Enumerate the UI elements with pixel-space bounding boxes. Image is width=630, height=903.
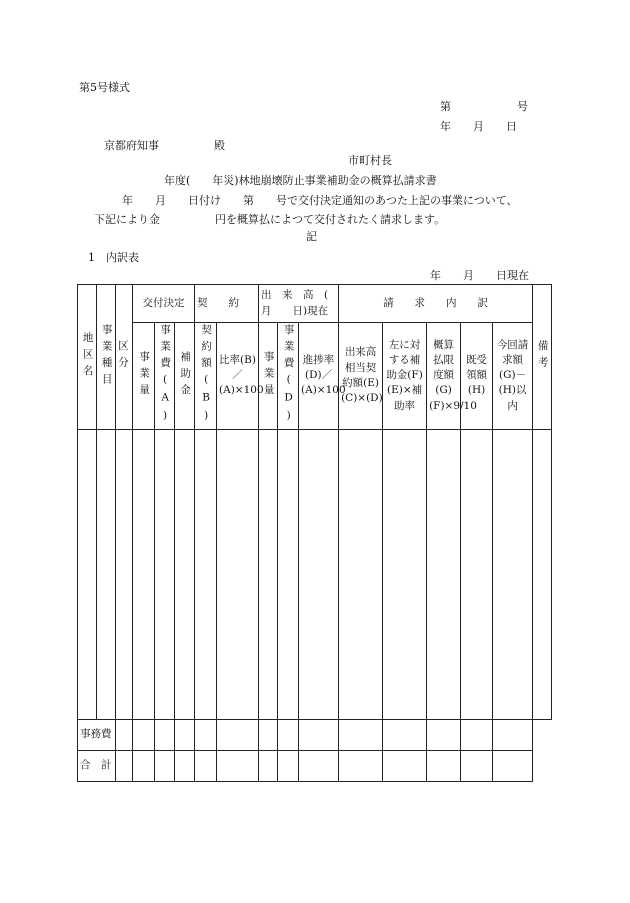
header-progress: 出 来 高 ( 月 日)現在: [259, 285, 339, 323]
row-label-total: 合 計: [78, 750, 116, 781]
header-already-received: 既受領額(H): [461, 323, 493, 430]
addressee: 京都府知事 殿: [104, 139, 225, 152]
row-label-jimuhi: 事務費: [78, 719, 116, 750]
header-project-type: 事業種目: [97, 285, 116, 430]
header-jigyohi-a: 事業費(A): [155, 323, 175, 430]
body-text-line-1: 年 月 日付け 第 号で交付決定通知のあつた上記の事業について、: [122, 194, 518, 207]
table-row: [78, 429, 552, 719]
header-grant-decision: 交付決定: [133, 285, 195, 323]
header-jigyoryo-2: 事業量: [259, 323, 278, 430]
header-contract: 契 約: [195, 285, 259, 323]
header-dekidaka-contract: 出来高相当契約額(E)(C)×(D): [339, 323, 383, 430]
header-hojokin: 補助金: [175, 323, 195, 430]
ki-heading: 記: [306, 230, 317, 243]
header-corresponding-grant: 左に対する補助金(F)(E)×補助率: [383, 323, 427, 430]
document-title: 年度( 年災)林地崩壊防止事業補助金の概算払請求書: [164, 174, 437, 187]
header-advance-limit: 概算払限度額(G)(F)×9/10: [427, 323, 461, 430]
section-heading: 1 内訳表: [88, 251, 139, 264]
header-jigyoryo: 事業量: [133, 323, 155, 430]
header-division: 区分: [116, 285, 133, 430]
header-keiyakugaku-b: 契約額(B): [195, 323, 217, 430]
form-number-label: 第5号様式: [79, 81, 130, 94]
header-jigyohi-d: 事業費(D): [278, 323, 299, 430]
breakdown-table: [77, 284, 552, 782]
document-date-line: 年 月 日: [440, 120, 517, 133]
header-this-request: 今回請求額(G)－(H)以内: [493, 323, 533, 430]
header-request-breakdown: 請 求 内 訳: [339, 285, 533, 323]
as-of-date: 年 月 日現在: [430, 269, 529, 282]
body-text-line-2: 下記により金 円を概算払によつて交付されたく請求します。: [94, 213, 446, 226]
sender-mayor: 市町村長: [348, 154, 392, 167]
header-area-name: 地区名: [78, 285, 97, 430]
table-row: [78, 719, 552, 750]
table-row: [78, 750, 552, 781]
header-progress-rate: 進捗率(D)／(A)×100: [299, 323, 339, 430]
document-number-line: 第 号: [440, 100, 528, 113]
header-ratio: 比率(B)／(A)×100: [217, 323, 259, 430]
header-remarks: 備考: [533, 285, 552, 430]
